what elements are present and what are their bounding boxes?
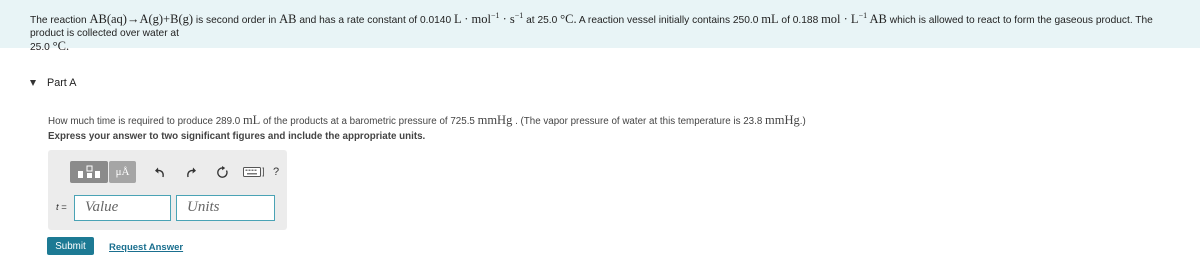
part-a-header[interactable] bbox=[30, 76, 76, 90]
question-text: How much time is required to produce 289.0 mL of the products at a barometric pressure of 725.5 mmHg . (The vapor pressure of water at this temperature is 23.8 mmHg.) bbox=[48, 113, 806, 127]
templates-icon bbox=[76, 164, 102, 180]
keyboard-icon bbox=[243, 167, 265, 177]
value-input[interactable]: Value bbox=[74, 195, 171, 221]
reset-button[interactable] bbox=[215, 165, 229, 179]
part-title: Part A bbox=[47, 77, 77, 89]
answer-instruction: Express your answer to two significant figures and include the appropriate units. bbox=[48, 131, 426, 142]
help-icon: ? bbox=[273, 166, 280, 178]
templates-button[interactable] bbox=[70, 161, 108, 183]
keyboard-button[interactable] bbox=[243, 167, 265, 177]
problem-line-2: 25.0 °C. bbox=[30, 39, 70, 53]
math-toolbar bbox=[70, 158, 279, 186]
problem-statement bbox=[0, 0, 1200, 53]
units-input[interactable]: Units bbox=[176, 195, 275, 221]
undo-button[interactable] bbox=[153, 165, 167, 179]
submit-button[interactable]: Submit bbox=[47, 237, 94, 255]
units-button[interactable] bbox=[109, 161, 136, 183]
reset-icon bbox=[216, 166, 229, 179]
collapse-triangle-icon[interactable] bbox=[30, 80, 36, 86]
answer-variable-label: t = bbox=[56, 202, 67, 213]
undo-icon bbox=[154, 166, 166, 178]
redo-button[interactable] bbox=[184, 165, 198, 179]
redo-icon bbox=[185, 166, 197, 178]
request-answer-link[interactable]: Request Answer bbox=[109, 242, 184, 253]
help-button[interactable] bbox=[273, 166, 279, 178]
problem-line-1: The reaction AB(aq)→A(g)+B(g) is second order in AB and has a rate constant of 0.0140 $L \cdot mol^{-1} \cdot s^{-1}$ at 25.0 °C. A reaction vessel initially contains 250.0 mL of 0.188 mol · $L^{-1}$ AB which is allowed to react to form the gaseous product. The product is collected over water at bbox=[30, 11, 1153, 39]
units-icon: μÅ bbox=[115, 166, 130, 178]
